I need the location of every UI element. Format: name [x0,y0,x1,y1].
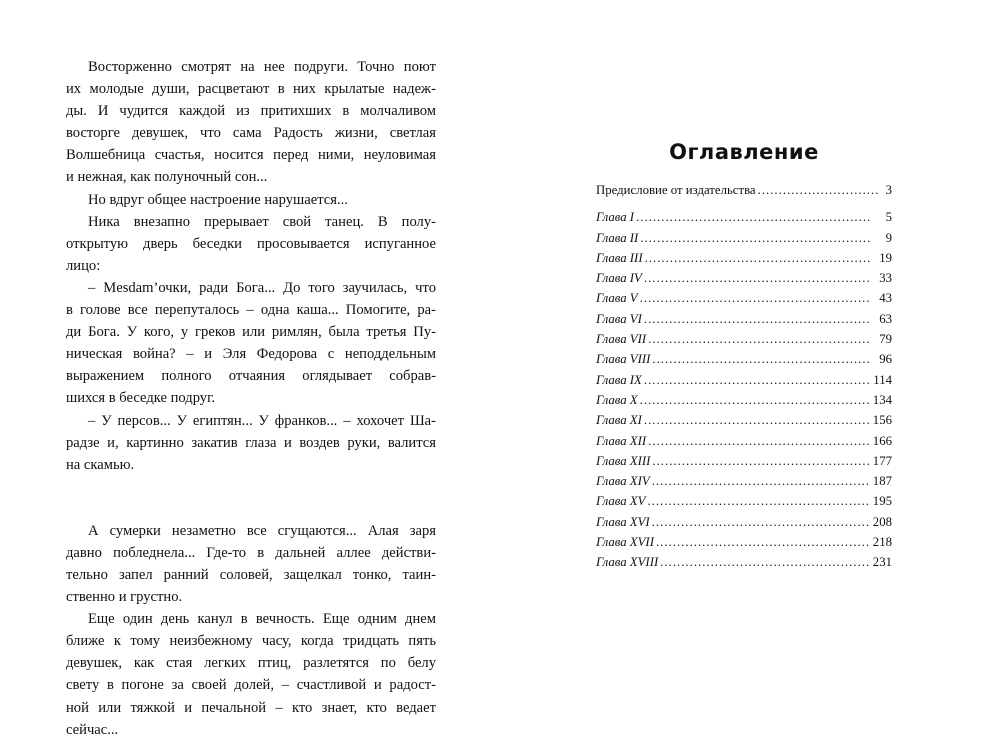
text-line: ближе к тому неизбежному часу, когда тридцать пять [66,633,436,650]
toc-page-number: 3 [885,183,892,197]
text-line: открытую дверь беседки просовывается испуганное [66,235,436,252]
toc-entry [596,207,892,227]
paragraph-gap [66,476,436,498]
text-line: свету в погоне за своей долей, – счастливой и радост- [66,677,436,694]
text-line: – Mesdam’очки, ради Бога... До того заучилась, что [88,279,436,296]
toc-entry [596,471,892,491]
text-line: и нежная, как полуночный сон... [66,169,268,186]
toc-page-number: 79 [879,332,892,347]
toc-entry [596,329,892,349]
toc-entry-label: Глава XVIII [596,555,659,570]
toc-entry [596,431,892,451]
toc-page-number: 5 [885,210,892,225]
toc-page-number: 33 [879,271,892,286]
toc-entry [596,532,892,552]
toc-leader-dots [652,471,871,491]
toc-leader-dots [644,309,870,329]
toc-entry [596,390,892,410]
toc-page-number: 218 [872,535,892,550]
text-line: Еще один день канул в вечность. Еще одним днем [88,611,436,628]
toc-entry-label: Глава VI [596,311,642,326]
toc-page-number: 177 [872,453,892,468]
toc-title: Оглавление [669,140,819,164]
toc-leader-dots [648,431,870,451]
toc-entry [596,410,892,430]
toc-entry-label: Глава XVII [596,535,654,550]
toc-entry [596,180,892,200]
text-line: Волшебница счастья, носится перед ними, неуловимая [66,147,436,164]
toc-leader-dots [648,329,870,349]
toc-page-number: 114 [873,372,892,387]
toc-entry-label: Глава XIV [596,474,650,489]
toc-leader-dots [652,349,871,369]
text-line: ной или тяжкой и печальной – кто знает, кто ведает [66,699,436,716]
toc-leader-dots [636,207,870,227]
text-line: ническая война? – и Эля Федорова с неподдельным [66,346,436,363]
toc-entry [596,552,892,572]
text-line: А сумерки незаметно все сгущаются... Алая заря [88,522,436,539]
toc-leader-dots [656,532,871,552]
text-line: Восторженно смотрят на нее подруги. Точно поют [88,59,436,75]
toc-entry-label: Глава II [596,230,639,245]
toc-entry-label: Глава III [596,250,643,265]
toc-leader-dots [758,180,880,200]
toc-page-number: 195 [872,494,892,509]
toc-entry-label: Глава XI [596,413,642,428]
text-line: девушек, как стая легких птиц, разлетятся по белу [66,655,436,672]
toc-leader-dots [652,451,870,471]
toc-page-number: 156 [872,413,892,428]
text-line: давно побледнела... Где-то в дальней аллее действи- [66,544,436,561]
toc-entry-label: Глава XV [596,494,646,509]
toc-leader-dots [644,268,870,288]
toc-entry [596,309,892,329]
table-of-contents [596,140,892,573]
toc-entry-label: Глава IX [596,372,642,387]
toc-entry [596,228,892,248]
text-line: их молодые души, расцветают в них крылатые надеж- [66,81,436,98]
toc-leader-dots [645,248,871,268]
toc-entry-label: Глава XII [596,433,647,448]
toc-entry [596,268,892,288]
toc-page-number: 187 [872,474,892,489]
toc-entry-label: Предисловие от издательства [596,183,756,197]
toc-entry [596,491,892,511]
text-line: на скамью. [66,456,135,473]
text-line: лицо: [66,257,101,274]
toc-page-number: 63 [879,311,892,326]
text-line: тельно запел ранний соловей, защелкал тонко, таин- [66,566,436,583]
toc-entry-label: Глава XIII [596,453,651,468]
toc-entry-label: Глава XVI [596,514,650,529]
text-line: сейчас... [66,721,119,738]
toc-page-number: 96 [879,352,892,367]
text-line: ды. И чудится каждой из притихших в молчаливом [66,103,436,120]
toc-entry-label: Глава VII [596,332,647,347]
text-line: в голове все перепуталось – одна каша... Помогите, ра- [66,302,436,319]
toc-entry-label: Глава IV [596,271,642,286]
toc-page-number: 231 [872,555,892,570]
text-line: выражением полного отчаяния оглядывает собрав- [66,368,436,385]
toc-leader-dots [640,390,870,410]
text-line: шихся в беседке подруг. [66,390,216,407]
toc-entry-label: Глава I [596,210,635,225]
toc-page-number: 43 [879,291,892,306]
toc-page-number: 134 [872,392,892,407]
toc-list [596,180,892,573]
toc-leader-dots [644,410,870,430]
toc-leader-dots [652,512,871,532]
toc-leader-dots [647,491,870,511]
toc-entry-label: Глава V [596,291,638,306]
toc-page-number: 9 [885,230,892,245]
toc-entry [596,288,892,308]
left-page-text [66,56,436,741]
toc-entry [596,349,892,369]
text-line: радзе и, картинно закатив глаза и воздев руки, валится [66,434,436,451]
toc-leader-dots [640,288,870,308]
text-line: Ника внезапно прерывает свой танец. В полу- [88,213,436,230]
paragraph-gap [66,498,436,520]
toc-leader-dots [660,552,871,572]
toc-entry [596,248,892,268]
toc-leader-dots [644,370,870,390]
text-line: Но вдруг общее настроение нарушается... [88,191,348,208]
toc-page-number: 208 [872,514,892,529]
toc-entry [596,451,892,471]
text-line: ственно и грустно. [66,589,183,606]
toc-page-number: 166 [872,433,892,448]
text-line: ди Бога. У кого, у греков или римлян, была третья Пу- [66,324,436,341]
toc-page-number: 19 [879,250,892,265]
toc-leader-dots [640,228,870,248]
toc-entry [596,370,892,390]
text-line: восторге девушек, что сама Радость жизни, светлая [66,125,436,142]
toc-entry [596,512,892,532]
toc-entry-label: Глава X [596,392,638,407]
text-line: – У персов... У египтян... У франков... – хохочет Ша- [88,412,436,429]
toc-entry-label: Глава VIII [596,352,651,367]
